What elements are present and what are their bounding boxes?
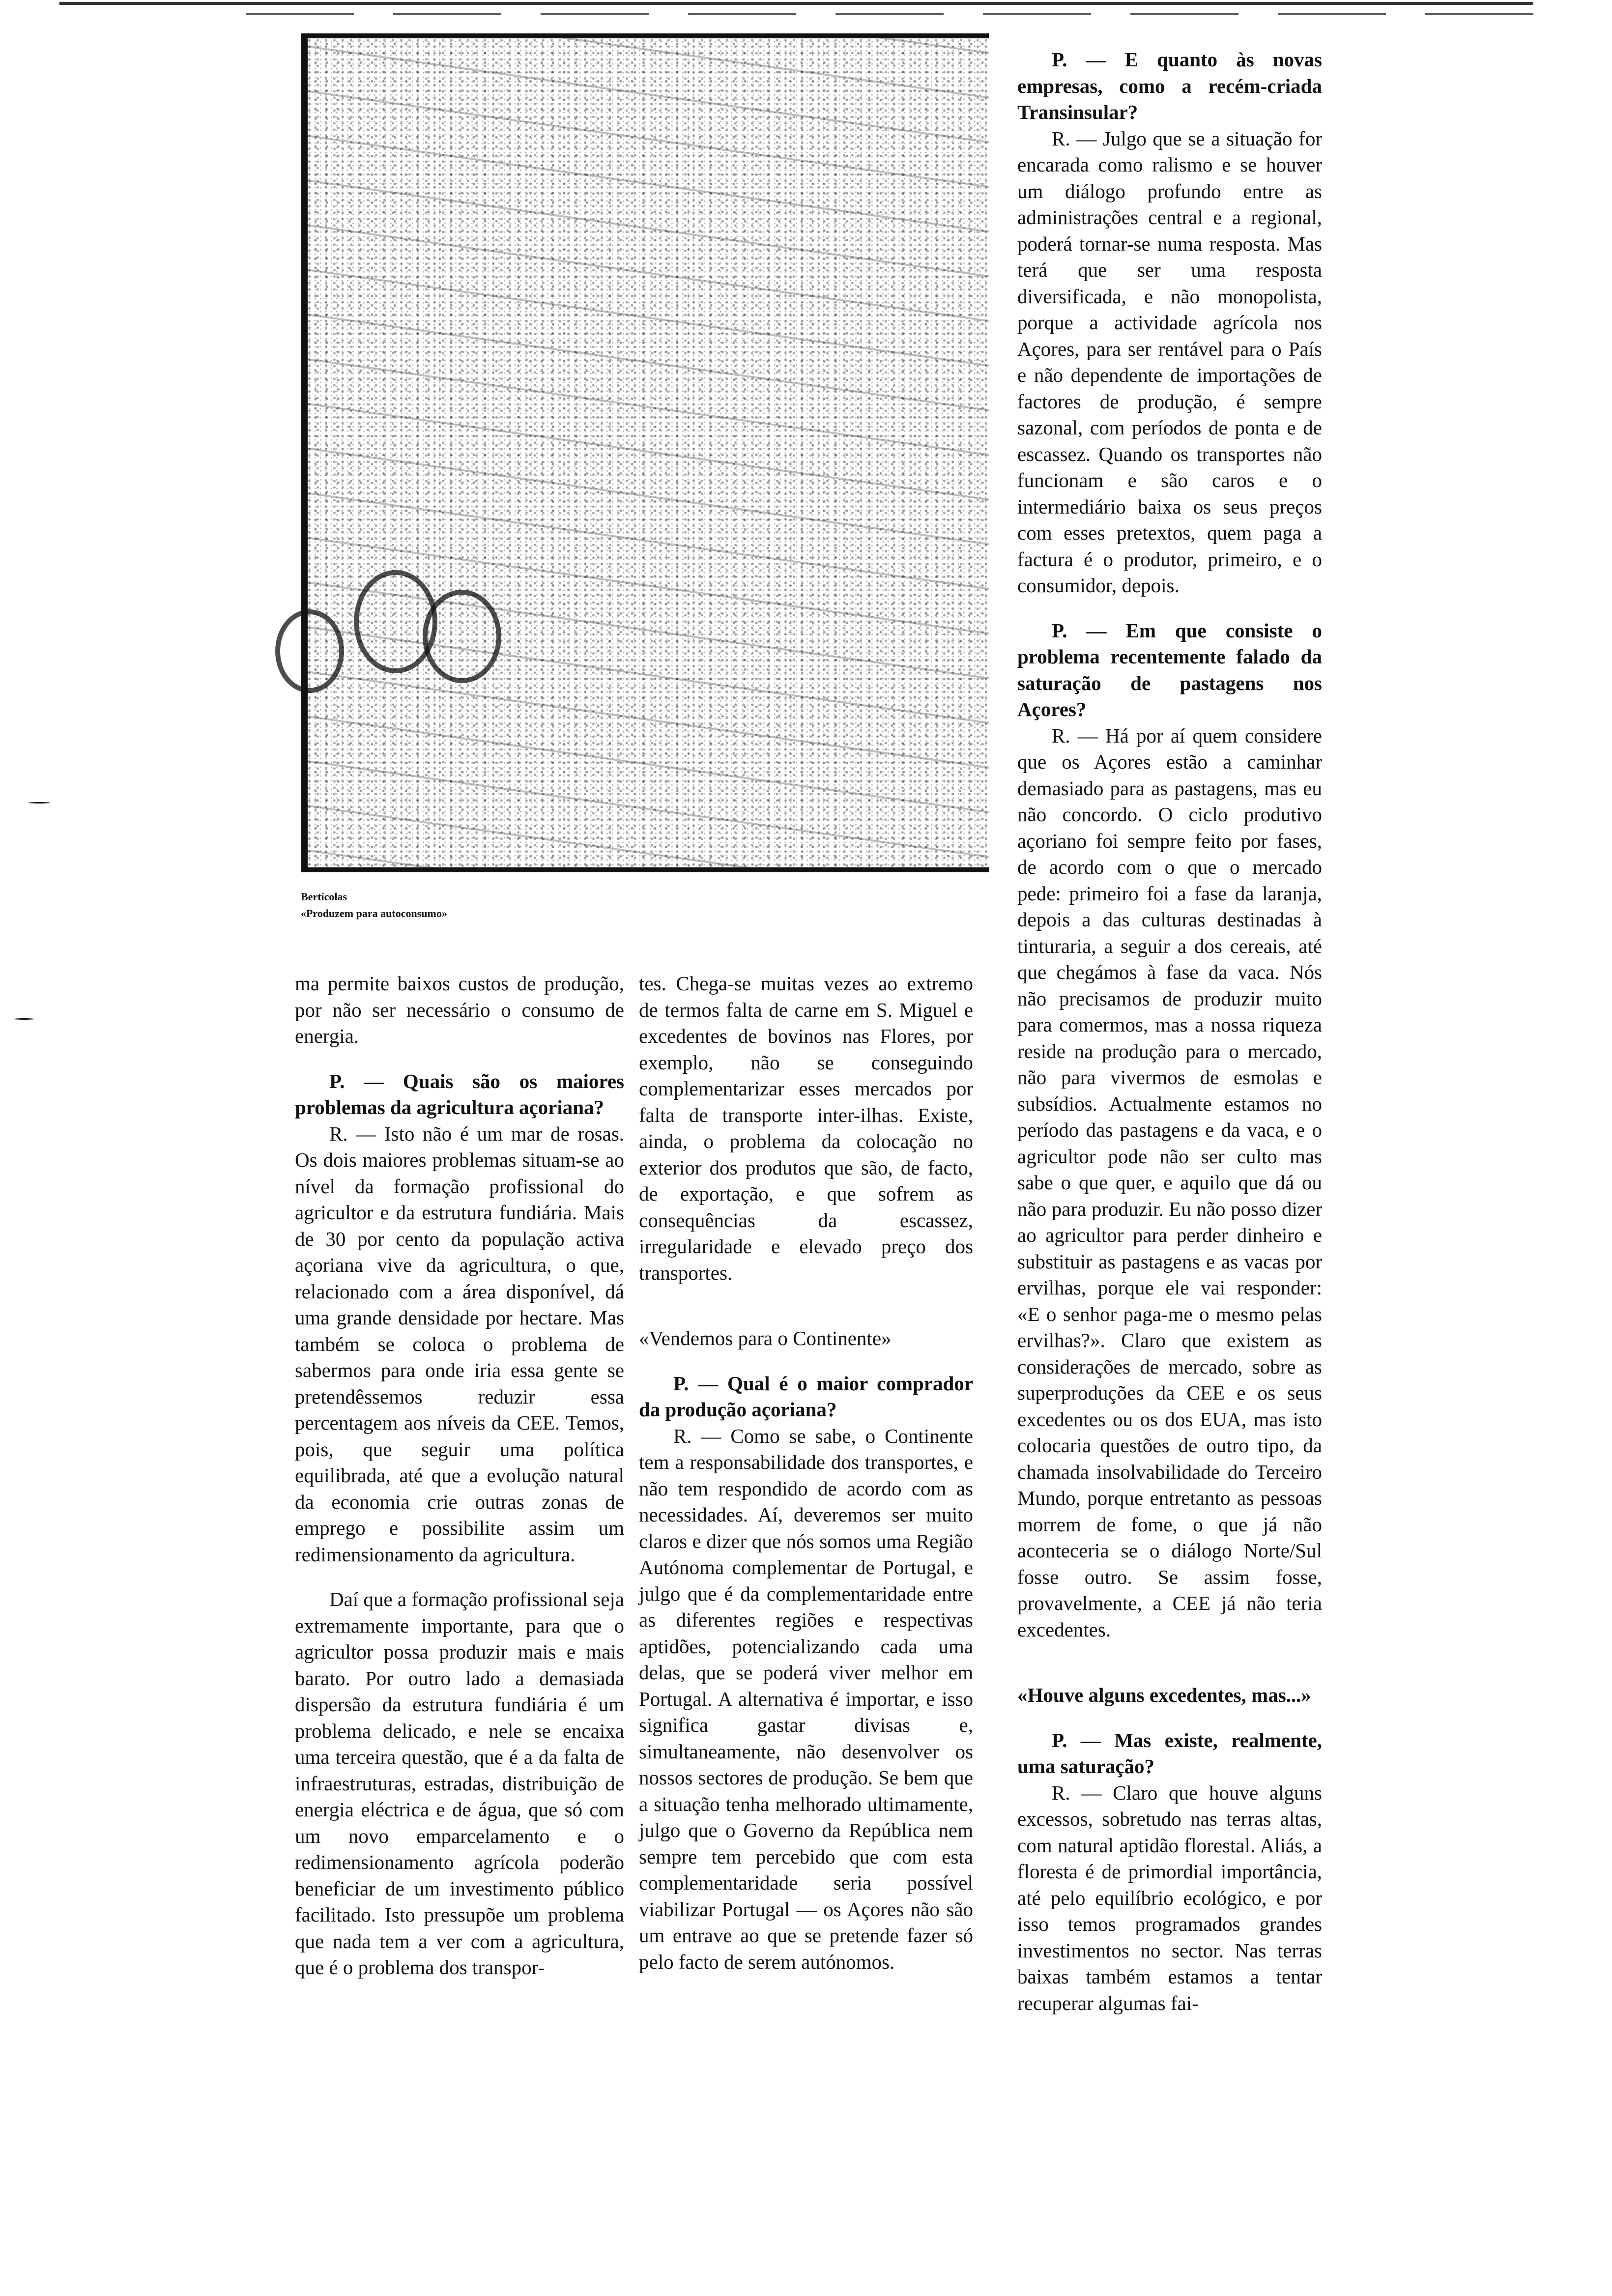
caption-title: Bertícolas — [301, 890, 347, 903]
scan-artifact-header-remnant — [246, 13, 1573, 15]
photo-border — [301, 867, 989, 872]
answer: R. — Julgo que se a situação for encarada como ralismo e se houver um diálogo profundo entre as administrações central e a regional, poderá tornar-se numa resposta. Mas terá que ser uma resposta diversificada, e não monopolista, porque a actividade agrícola nos Açores, para ser rentável para o País e não dependente de importações de factores de produção, é sempre sazonal, com períodos de ponta e de escassez. Quando os transportes não funcionam e são caros e o intermediário baixa os seus preços com esses pretextos, quem paga a factura é o produtor, primeiro, e o consumidor, depois. — [1017, 127, 1322, 597]
question: P. — Qual é o maior comprador da produção açoriana? — [639, 1372, 973, 1421]
paragraph: ma permite baixos custos de produção, por não ser necessário o consumo de energia. — [295, 972, 624, 1047]
caption-subtitle: «Produzem para autoconsumo» — [301, 907, 447, 919]
answer: R. — Há por aí quem considere que os Açores estão a caminhar demasiado para as pastagens, mas eu não concordo. O ciclo produtivo açoriano foi sempre feito por fases, de acordo com o que o mercado pede: primeiro foi a fase da laranja, depois a das culturas destinadas à tinturaria, a seguir a dos cereais, até que chegámos à fase da vaca. Nós não precisamos de produzir muito para comermos, mas a nossa riqueza reside na produção para o mercado, não para vivermos de esmolas e subsídios. Actualmente estamos no período das pastagens e da vaca, e o agricultor pode não ser culto mas sabe o que quer, e aquilo que dá ou não para produzir. Eu não posso dizer ao agricultor para perder dinheiro e substituir as pastagens e as vacas por ervilhas, porque ele vai responder: «E o senhor paga-me o mesmo pelas ervilhas?». Claro que existem as considerações de mercado, sobre as superproduções da CEE e os seus excedentes ou os dos EUA, mas isto colocaria questões de outro tipo, da chamada insolvabilidade do Terceiro Mundo, porque entretanto as pessoas morrem de fome, o que já não aconteceria se o diálogo Norte/Sul fosse outro. Se assim fosse, provavelmente, a CEE já não teria excedentes. — [1017, 724, 1322, 1641]
question: P. — Quais são os maiores problemas da agricultura açoriana? — [295, 1069, 624, 1119]
subheading: «Vendemos para o Continente» — [639, 1327, 892, 1349]
column-middle — [639, 971, 973, 1975]
article-photo — [301, 33, 989, 871]
answer: R. — Claro que houve alguns excessos, sobretudo nas terras altas, com natural aptidão florestal. Aliás, a floresta é de primordial importância, até pelo equilíbrio ecológico, e por isso temos programados grandes investimentos no sector. Nas terras baixas também estamos a tentar recuperar algumas fai- — [1017, 1781, 1322, 2014]
column-right — [1017, 47, 1322, 2016]
question: P. — Em que consiste o problema recentemente falado da saturação de pastagens nos Açores? — [1017, 619, 1322, 720]
answer: R. — Como se sabe, o Continente tem a responsabilidade dos transportes, e não tem respondido de acordo com as necessidades. Aí, deveremos ser muito claros e dizer que nós somos uma Região Autónoma complementar de Portugal, e julgo que é da complementaridade entre as diferentes regiões e respectivas aptidões, potencializando cada uma delas, que se poderá viver melhor em Portugal. A alternativa é importar, e isso significa gastar divisas e, simultaneamente, não desenvolver os nossos sectores de produção. Se bem que a situação tenha melhorado ultimamente, julgo que o Governo da República nem sempre tem percebido que com esta complementaridade seria possível viabilizar Portugal — os Açores não são um entrave ao que se pretende fazer só pelo facto de serem autónomos. — [639, 1424, 973, 1973]
column-left — [295, 971, 624, 1981]
answer: R. — Isto não é um mar de rosas. Os dois maiores problemas situam-se ao nível da formação profissional do agricultor e da estrutura fundiária. Mais de 30 por cento da população activa açoriana vive da agricultura, o que, relacionado com a área disponível, dá uma grande densidade por hectare. Mas também se coloca o problema de sabermos para onde iria essa gente se pretendêssemos reduzir essa percentagem aos níveis da CEE. Temos, pois, que seguir uma política equilibrada, até que a evolução natural da economia crie outras zonas de emprego e possibilite assim um redimensionamento da agricultura. — [295, 1122, 624, 1566]
question: P. — Mas existe, realmente, uma saturação? — [1017, 1728, 1322, 1778]
photo-detail — [423, 590, 501, 683]
scan-artifact-top-rule — [59, 2, 1533, 5]
margin-mark — [29, 802, 50, 804]
photo-detail — [275, 609, 344, 693]
photo-caption — [301, 889, 447, 922]
paragraph: tes. Chega-se muitas vezes ao extremo de termos falta de carne em S. Miguel e excedentes de bovinos nas Flores, por exemplo, não se conseguindo complementarizar esses mercados por falta de transporte inter-ilhas. Existe, ainda, o problema da colocação no exterior dos produtos que são, de facto, de exportação, e que sofrem as consequências da escassez, irregularidade e elevado preço dos transportes. — [639, 972, 973, 1284]
paragraph: Daí que a formação profissional seja extremamente importante, para que o agricultor possa produzir mais e mais barato. Por outro lado a demasiada dispersão da estrutura fundiária é um problema delicado, e nele se encaixa uma terceira questão, que é a da falta de infraestruturas, estradas, distribuição de energia eléctrica e de água, que só com um novo emparcelamento e o redimensionamento agrícola poderão beneficiar de um investimento público facilitado. Isto pressupõe um problema que nada tem a ver com a agricultura, que é o problema dos transpor- — [295, 1588, 624, 1979]
subheading: «Houve alguns excedentes, mas...» — [1017, 1684, 1311, 1706]
margin-mark — [14, 1018, 34, 1020]
question: P. — E quanto às novas empresas, como a recém-criada Transinsular? — [1017, 48, 1322, 123]
